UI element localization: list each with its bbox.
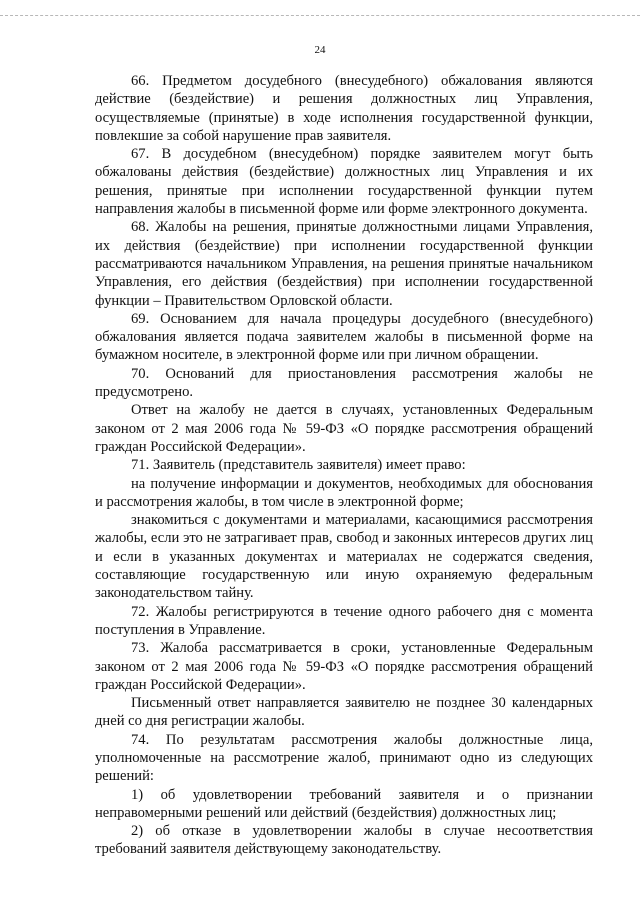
page-number: 24	[314, 44, 326, 56]
paragraph-72: 72. Жалобы регистрируются в течение одного рабочего дня с момента поступления в Управление.	[95, 603, 593, 638]
paragraph-67: 67. В досудебном (внесудебном) порядке заявителем могут быть обжалованы действия (бездействие) должностных лиц Управления и их решения, принятые при исполнении государственной функции путем направления жалобы в письменной форме или форме электронного документа.	[95, 146, 593, 218]
document-body	[95, 72, 593, 859]
paragraph-73: 73. Жалоба рассматривается в сроки, установленные Федеральным законом от 2 мая 2006 года № 59-ФЗ «О порядке рассмотрения обращений граждан Российской Федерации».	[95, 640, 593, 693]
paragraph-68: 68. Жалобы на решения, принятые должностными лицами Управления, их действия (бездействие) при исполнении государственной функции рассматриваются начальником Управления, на решения принятые начальником Управления, его действия (бездействия) при исполнении государственной функции – Правительством Орловской области.	[95, 219, 593, 309]
paragraph-71-right-info: на получение информации и документов, необходимых для обоснования и рассмотрения жалобы, в том числе в электронной форме;	[95, 475, 593, 510]
paragraph-70: 70. Оснований для приостановления рассмотрения жалобы не предусмотрено.	[95, 365, 593, 401]
paragraph-71: 71. Заявитель (представитель заявителя) имеет право:	[131, 457, 466, 474]
paragraph-74-decision-2: 2) об отказе в удовлетворении жалобы в случае несоответствия требований заявителя действующему законодательству.	[95, 823, 593, 858]
paragraph-written-answer: Письменный ответ направляется заявителю не позднее 30 календарных дней со дня регистрации жалобы.	[95, 695, 593, 730]
paragraph-74: 74. По результатам рассмотрения жалобы должностные лица, уполномоченные на рассмотрение жалоб, принимают одно из следующих решений:	[95, 731, 593, 785]
paragraph-no-answer: Ответ на жалобу не дается в случаях, установленных Федеральным законом от 2 мая 2006 года № 59-ФЗ «О порядке рассмотрения обращений граждан Российской Федерации».	[95, 402, 593, 455]
paragraph-71-right-documents: знакомиться с документами и материалами, касающимися рассмотрения жалобы, если это не затрагивает прав, свобод и законных интересов других лиц и если в указанных документах и материалах не содержатся сведения, составляющие государственную или иную охраняемую федеральным законодательством тайну.	[95, 512, 593, 602]
scan-edge-line	[0, 15, 640, 16]
paragraph-66: 66. Предметом досудебного (внесудебного) обжалования являются действие (бездействие) и решения должностных лиц Управления, осуществляемые (принятые) в ходе исполнения государственной функции, повлекшие за собой нарушение прав заявителя.	[95, 73, 593, 144]
paragraph-74-decision-1: 1) об удовлетворении требований заявителя и о признании неправомерными решений или действий (бездействия) должностных лиц;	[95, 786, 593, 821]
paragraph-69: 69. Основанием для начала процедуры досудебного (внесудебного) обжалования является подача заявителем жалобы в письменной форме на бумажном носителе, в электронной форме или при личном обращении.	[95, 310, 593, 364]
